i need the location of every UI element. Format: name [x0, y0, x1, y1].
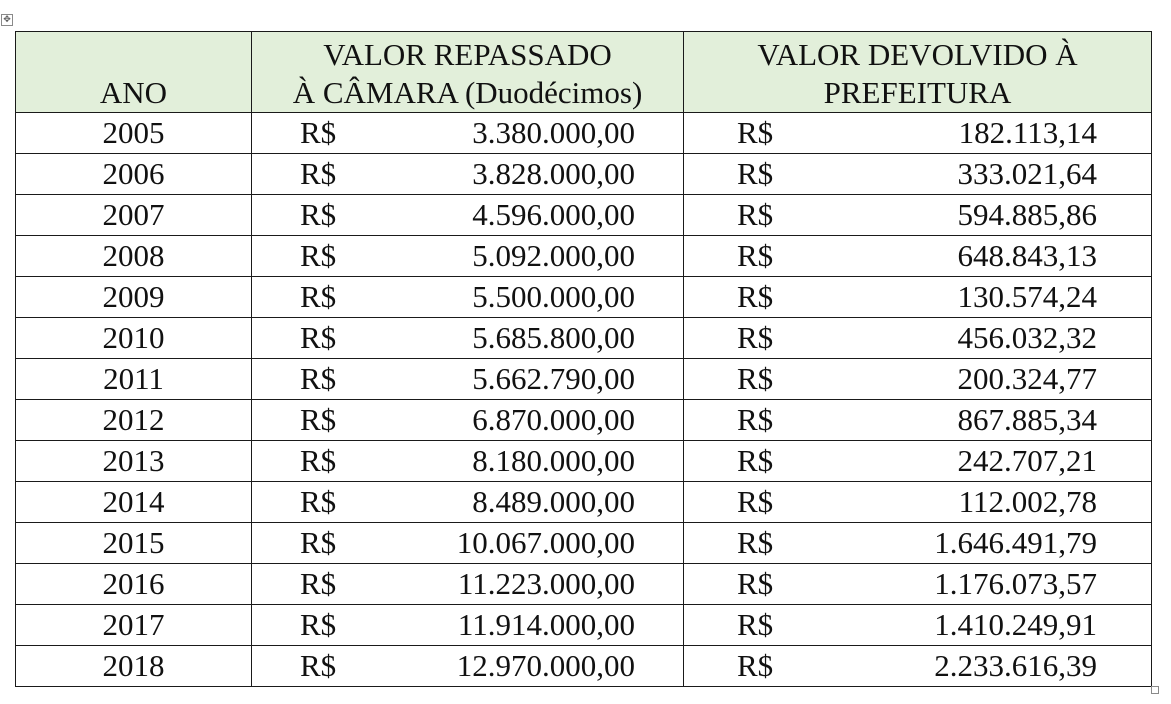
currency-symbol: R$ [737, 607, 774, 642]
cell-ano: 2005 [16, 113, 252, 154]
cell-devolvido [684, 523, 1152, 564]
table-row [16, 441, 1152, 482]
amount-repassado: 8.180.000,00 [472, 443, 635, 478]
table-row [16, 523, 1152, 564]
header-devolvido-line-1: VALOR DEVOLVIDO À [757, 37, 1078, 72]
cell-repassado [252, 195, 684, 236]
header-devolvido-line-2: PREFEITURA [823, 75, 1012, 110]
cell-repassado [252, 154, 684, 195]
cell-repassado [252, 236, 684, 277]
currency-symbol: R$ [300, 238, 337, 273]
currency-symbol: R$ [300, 156, 337, 191]
amount-repassado: 11.914.000,00 [457, 607, 635, 642]
currency-symbol: R$ [300, 607, 337, 642]
table-row [16, 359, 1152, 400]
currency-symbol: R$ [300, 320, 337, 355]
cell-repassado [252, 400, 684, 441]
header-repassado-line-1: VALOR REPASSADO [323, 37, 612, 72]
cell-devolvido [684, 400, 1152, 441]
currency-symbol: R$ [737, 279, 774, 314]
cell-ano: 2018 [16, 646, 252, 687]
table-row [16, 318, 1152, 359]
amount-repassado: 10.067.000,00 [456, 525, 635, 560]
cell-ano: 2017 [16, 605, 252, 646]
currency-symbol: R$ [737, 156, 774, 191]
amount-devolvido: 1.646.491,79 [934, 525, 1097, 560]
currency-symbol: R$ [300, 279, 337, 314]
currency-symbol: R$ [300, 115, 337, 150]
cell-ano: 2015 [16, 523, 252, 564]
cell-repassado [252, 277, 684, 318]
table-row [16, 277, 1152, 318]
currency-symbol: R$ [737, 443, 774, 478]
currency-symbol: R$ [737, 197, 774, 232]
cell-ano: 2011 [16, 359, 252, 400]
amount-repassado: 5.685.800,00 [472, 320, 635, 355]
amount-repassado: 5.662.790,00 [472, 361, 635, 396]
cell-ano: 2016 [16, 564, 252, 605]
header-ano-label: ANO [99, 75, 168, 110]
cell-repassado [252, 564, 684, 605]
cell-repassado [252, 359, 684, 400]
currency-symbol: R$ [737, 320, 774, 355]
amount-devolvido: 2.233.616,39 [934, 648, 1097, 683]
currency-symbol: R$ [737, 238, 774, 273]
cell-devolvido [684, 236, 1152, 277]
header-ano [16, 32, 252, 113]
cell-devolvido [684, 359, 1152, 400]
amount-devolvido: 112.002,78 [958, 484, 1097, 519]
cell-ano: 2010 [16, 318, 252, 359]
cell-repassado [252, 523, 684, 564]
cell-repassado [252, 646, 684, 687]
amount-repassado: 4.596.000,00 [472, 197, 635, 232]
cell-devolvido [684, 646, 1152, 687]
table-row [16, 154, 1152, 195]
cell-devolvido [684, 605, 1152, 646]
currency-symbol: R$ [737, 525, 774, 560]
cell-devolvido [684, 482, 1152, 523]
table-move-icon[interactable]: ✥ [1, 14, 13, 26]
cell-repassado [252, 605, 684, 646]
cell-devolvido [684, 441, 1152, 482]
table-row [16, 482, 1152, 523]
currency-symbol: R$ [300, 402, 337, 437]
amount-repassado: 3.380.000,00 [472, 115, 635, 150]
cell-devolvido [684, 195, 1152, 236]
cell-devolvido [684, 564, 1152, 605]
currency-symbol: R$ [737, 484, 774, 519]
currency-symbol: R$ [300, 443, 337, 478]
amount-repassado: 12.970.000,00 [456, 648, 635, 683]
currency-symbol: R$ [737, 361, 774, 396]
currency-symbol: R$ [300, 648, 337, 683]
amount-repassado: 11.223.000,00 [457, 566, 635, 601]
currency-symbol: R$ [300, 197, 337, 232]
currency-symbol: R$ [737, 115, 774, 150]
table-row [16, 400, 1152, 441]
data-table [15, 31, 1152, 687]
cell-ano: 2009 [16, 277, 252, 318]
header-repassado-line-2: À CÂMARA (Duodécimos) [292, 75, 643, 110]
amount-repassado: 3.828.000,00 [472, 156, 635, 191]
cell-ano: 2014 [16, 482, 252, 523]
cell-ano: 2008 [16, 236, 252, 277]
cell-devolvido [684, 277, 1152, 318]
amount-repassado: 6.870.000,00 [472, 402, 635, 437]
cell-ano: 2007 [16, 195, 252, 236]
table-row [16, 646, 1152, 687]
amount-devolvido: 200.324,77 [957, 361, 1097, 396]
currency-symbol: R$ [300, 361, 337, 396]
amount-devolvido: 456.032,32 [957, 320, 1097, 355]
table-row [16, 564, 1152, 605]
table-row [16, 236, 1152, 277]
amount-devolvido: 867.885,34 [957, 402, 1097, 437]
amount-devolvido: 594.885,86 [957, 197, 1097, 232]
amount-repassado: 5.500.000,00 [472, 279, 635, 314]
cell-devolvido [684, 318, 1152, 359]
amount-devolvido: 1.176.073,57 [934, 566, 1097, 601]
table-row [16, 195, 1152, 236]
currency-symbol: R$ [737, 648, 774, 683]
header-devolvido [684, 32, 1152, 113]
amount-devolvido: 333.021,64 [957, 156, 1097, 191]
cell-devolvido [684, 113, 1152, 154]
currency-symbol: R$ [300, 525, 337, 560]
cell-ano: 2013 [16, 441, 252, 482]
currency-symbol: R$ [300, 484, 337, 519]
cell-repassado [252, 318, 684, 359]
table-row [16, 113, 1152, 154]
amount-devolvido: 1.410.249,91 [934, 607, 1097, 642]
currency-symbol: R$ [300, 566, 337, 601]
currency-symbol: R$ [737, 402, 774, 437]
cell-repassado [252, 482, 684, 523]
amount-devolvido: 130.574,24 [957, 279, 1097, 314]
cell-ano: 2012 [16, 400, 252, 441]
amount-devolvido: 648.843,13 [957, 238, 1097, 273]
cell-ano: 2006 [16, 154, 252, 195]
amount-repassado: 8.489.000,00 [472, 484, 635, 519]
currency-symbol: R$ [737, 566, 774, 601]
header-repassado [252, 32, 684, 113]
cell-devolvido [684, 154, 1152, 195]
cell-repassado [252, 113, 684, 154]
amount-devolvido: 242.707,21 [957, 443, 1097, 478]
table-row [16, 605, 1152, 646]
table-resize-icon[interactable] [1151, 686, 1159, 694]
cell-repassado [252, 441, 684, 482]
amount-repassado: 5.092.000,00 [472, 238, 635, 273]
header-row [16, 32, 1152, 113]
table-body [16, 113, 1152, 687]
amount-devolvido: 182.113,14 [958, 115, 1097, 150]
